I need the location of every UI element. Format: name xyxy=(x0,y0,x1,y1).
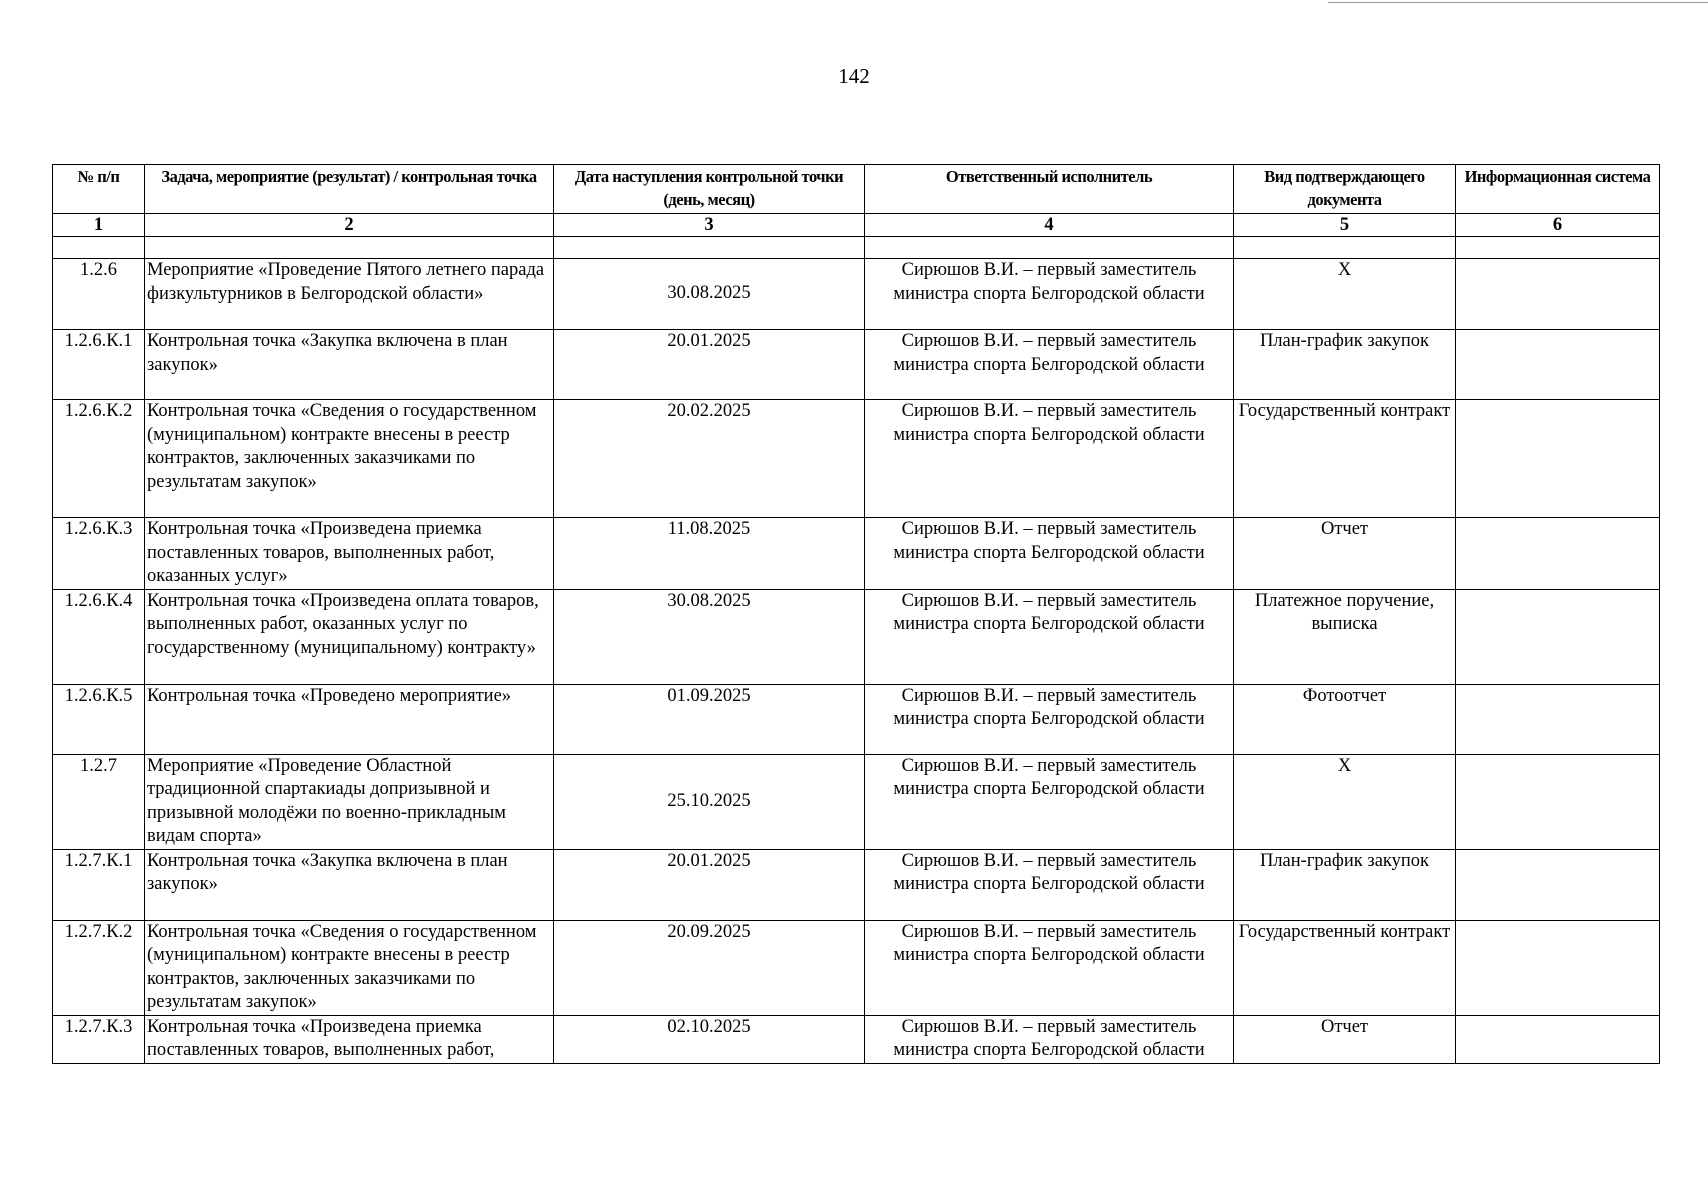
table-row xyxy=(53,330,1660,400)
table-row xyxy=(53,920,1660,1015)
row-date: 20.09.2025 xyxy=(554,920,865,1015)
row-task: Контрольная точка «Закупка включена в план закупок» xyxy=(145,849,554,920)
row-system xyxy=(1456,259,1660,330)
header-executor: Ответственный исполнитель xyxy=(865,165,1234,214)
table-row xyxy=(53,754,1660,849)
row-num: 1.2.7.К.3 xyxy=(53,1015,145,1063)
row-doc: План-график закупок xyxy=(1234,330,1456,400)
row-doc: План-график закупок xyxy=(1234,849,1456,920)
row-doc: Государственный контракт xyxy=(1234,920,1456,1015)
column-number: 4 xyxy=(865,214,1234,237)
row-task: Контрольная точка «Проведено мероприятие» xyxy=(145,684,554,754)
row-num: 1.2.6.К.2 xyxy=(53,400,145,518)
row-system xyxy=(1456,589,1660,684)
row-executor: Сирюшов В.И. – первый заместитель министра спорта Белгородской области xyxy=(865,400,1234,518)
column-number: 6 xyxy=(1456,214,1660,237)
row-date: 20.01.2025 xyxy=(554,330,865,400)
table-row xyxy=(53,589,1660,684)
column-number: 2 xyxy=(145,214,554,237)
row-doc: Платежное поручение, выписка xyxy=(1234,589,1456,684)
column-number: 5 xyxy=(1234,214,1456,237)
row-executor: Сирюшов В.И. – первый заместитель министра спорта Белгородской области xyxy=(865,589,1234,684)
row-task: Контрольная точка «Произведена приемка поставленных товаров, выполненных работ, оказанных услуг» xyxy=(145,518,554,590)
row-num: 1.2.6.К.5 xyxy=(53,684,145,754)
row-executor: Сирюшов В.И. – первый заместитель министра спорта Белгородской области xyxy=(865,259,1234,330)
row-task: Контрольная точка «Произведена оплата товаров, выполненных работ, оказанных услуг по государственному (муниципальному) контракту» xyxy=(145,589,554,684)
row-task: Мероприятие «Проведение Пятого летнего парада физкультурников в Белгородской области» xyxy=(145,259,554,330)
row-task: Контрольная точка «Сведения о государственном (муниципальном) контракте внесены в реестр контрактов, заключенных заказчиками по результатам закупок» xyxy=(145,400,554,518)
row-executor: Сирюшов В.И. – первый заместитель министра спорта Белгородской области xyxy=(865,1015,1234,1063)
page-number: 142 xyxy=(838,64,870,88)
row-executor: Сирюшов В.И. – первый заместитель министра спорта Белгородской области xyxy=(865,330,1234,400)
row-num: 1.2.7.К.2 xyxy=(53,920,145,1015)
row-doc: Отчет xyxy=(1234,1015,1456,1063)
row-executor: Сирюшов В.И. – первый заместитель министра спорта Белгородской области xyxy=(865,684,1234,754)
row-num: 1.2.6.К.4 xyxy=(53,589,145,684)
header-doc: Вид подтверждающего документа xyxy=(1234,165,1456,214)
column-number-row xyxy=(53,214,1660,237)
row-num: 1.2.6.К.3 xyxy=(53,518,145,590)
row-executor: Сирюшов В.И. – первый заместитель министра спорта Белгородской области xyxy=(865,754,1234,849)
row-date: 25.10.2025 xyxy=(554,754,865,849)
row-system xyxy=(1456,684,1660,754)
column-number: 3 xyxy=(554,214,865,237)
row-date: 30.08.2025 xyxy=(554,259,865,330)
row-num: 1.2.7.К.1 xyxy=(53,849,145,920)
spacer-row xyxy=(53,237,1660,259)
row-doc: Фотоотчет xyxy=(1234,684,1456,754)
row-system xyxy=(1456,920,1660,1015)
row-doc: Отчет xyxy=(1234,518,1456,590)
control-points-table xyxy=(52,164,1660,1064)
row-executor: Сирюшов В.И. – первый заместитель министра спорта Белгородской области xyxy=(865,920,1234,1015)
table-row xyxy=(53,684,1660,754)
row-date: 20.02.2025 xyxy=(554,400,865,518)
row-doc: X xyxy=(1234,259,1456,330)
row-task: Контрольная точка «Произведена приемка поставленных товаров, выполненных работ, xyxy=(145,1015,554,1063)
row-system xyxy=(1456,1015,1660,1063)
header-num: № п/п xyxy=(53,165,145,214)
table-row xyxy=(53,518,1660,590)
table-row xyxy=(53,1015,1660,1063)
row-date: 01.09.2025 xyxy=(554,684,865,754)
row-task: Контрольная точка «Сведения о государственном (муниципальном) контракте внесены в реестр контрактов, заключенных заказчиками по результатам закупок» xyxy=(145,920,554,1015)
header-task: Задача, мероприятие (результат) / контрольная точка xyxy=(145,165,554,214)
row-task: Мероприятие «Проведение Областной традиционной спартакиады допризывной и призывной молодёжи по военно-прикладным видам спорта» xyxy=(145,754,554,849)
table-row xyxy=(53,400,1660,518)
row-executor: Сирюшов В.И. – первый заместитель министра спорта Белгородской области xyxy=(865,849,1234,920)
row-system xyxy=(1456,400,1660,518)
row-num: 1.2.6 xyxy=(53,259,145,330)
row-system xyxy=(1456,518,1660,590)
row-system xyxy=(1456,849,1660,920)
header-system: Информационная система xyxy=(1456,165,1660,214)
row-num: 1.2.7 xyxy=(53,754,145,849)
row-date: 11.08.2025 xyxy=(554,518,865,590)
header-row xyxy=(53,165,1660,214)
column-number: 1 xyxy=(53,214,145,237)
row-system xyxy=(1456,754,1660,849)
top-edge-line xyxy=(1328,2,1708,3)
table-row xyxy=(53,849,1660,920)
row-doc: Государственный контракт xyxy=(1234,400,1456,518)
row-date: 30.08.2025 xyxy=(554,589,865,684)
header-date: Дата наступления контрольной точки (день, месяц) xyxy=(554,165,865,214)
table-row xyxy=(53,259,1660,330)
row-system xyxy=(1456,330,1660,400)
row-num: 1.2.6.К.1 xyxy=(53,330,145,400)
row-date: 02.10.2025 xyxy=(554,1015,865,1063)
row-doc: X xyxy=(1234,754,1456,849)
row-task: Контрольная точка «Закупка включена в план закупок» xyxy=(145,330,554,400)
row-executor: Сирюшов В.И. – первый заместитель министра спорта Белгородской области xyxy=(865,518,1234,590)
row-date: 20.01.2025 xyxy=(554,849,865,920)
